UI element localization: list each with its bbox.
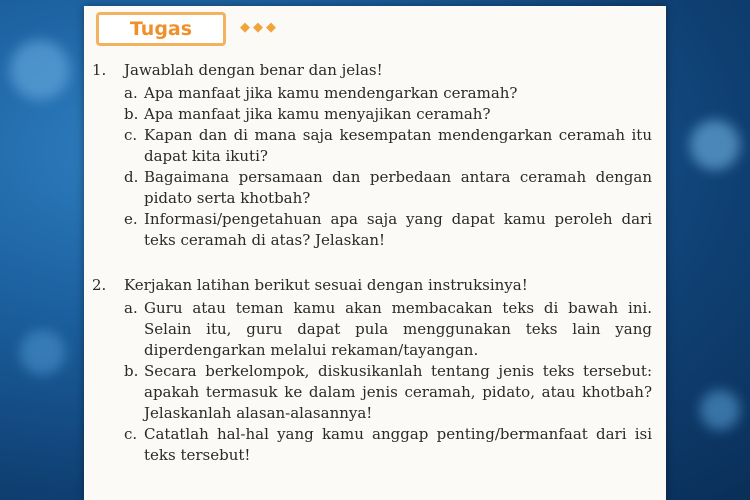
task-content — [92, 60, 652, 466]
item-letter: d. — [124, 168, 139, 186]
item-text: Apa manfaat jika kamu menyajikan ceramah? — [144, 105, 491, 123]
question-2-item-b — [124, 361, 652, 424]
bokeh-light — [20, 330, 65, 375]
item-letter: a. — [124, 84, 138, 102]
item-letter: a. — [124, 299, 138, 317]
item-text: Kapan dan di mana saja kesempatan mendengarkan ceramah itu dapat kita ikuti? — [144, 126, 652, 165]
task-label-box — [96, 12, 226, 46]
question-2 — [92, 275, 652, 296]
question-1-item-d — [124, 167, 652, 209]
item-letter: c. — [124, 126, 138, 144]
question-number: 1. — [92, 61, 107, 79]
task-label: Tugas — [129, 18, 193, 40]
diamond-decoration-icon: ◆◆◆ — [240, 20, 279, 35]
bokeh-light — [10, 40, 70, 100]
item-text: Apa manfaat jika kamu mendengarkan ceramah? — [144, 84, 518, 102]
item-text: Catatlah hal-hal yang kamu anggap penting/bermanfaat dari isi teks tersebut! — [144, 425, 652, 464]
bokeh-light — [690, 120, 740, 170]
item-letter: b. — [124, 362, 139, 380]
item-text: Bagaimana persamaan dan perbedaan antara ceramah dengan pidato serta khotbah? — [144, 168, 652, 207]
item-letter: b. — [124, 105, 139, 123]
item-letter: e. — [124, 210, 138, 228]
question-1-item-e — [124, 209, 652, 251]
question-2-item-c — [124, 424, 652, 466]
question-1-item-b — [124, 104, 652, 125]
question-text: Jawablah dengan benar dan jelas! — [124, 61, 383, 79]
question-number: 2. — [92, 276, 107, 294]
question-1-item-c — [124, 125, 652, 167]
document-page — [84, 6, 666, 500]
bokeh-light — [700, 390, 740, 430]
question-text: Kerjakan latihan berikut sesuai dengan instruksinya! — [124, 276, 528, 294]
question-2-item-a — [124, 298, 652, 361]
question-1 — [92, 60, 652, 81]
item-text: Guru atau teman kamu akan membacakan teks di bawah ini. Selain itu, guru dapat pula menggunakan teks lain yang diperdengarkan melalui rekaman/tayangan. — [144, 299, 652, 359]
question-1-item-a — [124, 83, 652, 104]
item-text: Secara berkelompok, diskusikanlah tentang jenis teks tersebut: apakah termasuk ke dalam jenis ceramah, pidato, atau khotbah? Jelaskanlah alasan-alasannya! — [144, 362, 652, 422]
item-text: Informasi/pengetahuan apa saja yang dapat kamu peroleh dari teks ceramah di atas? Jelaskan! — [144, 210, 652, 249]
item-letter: c. — [124, 425, 138, 443]
